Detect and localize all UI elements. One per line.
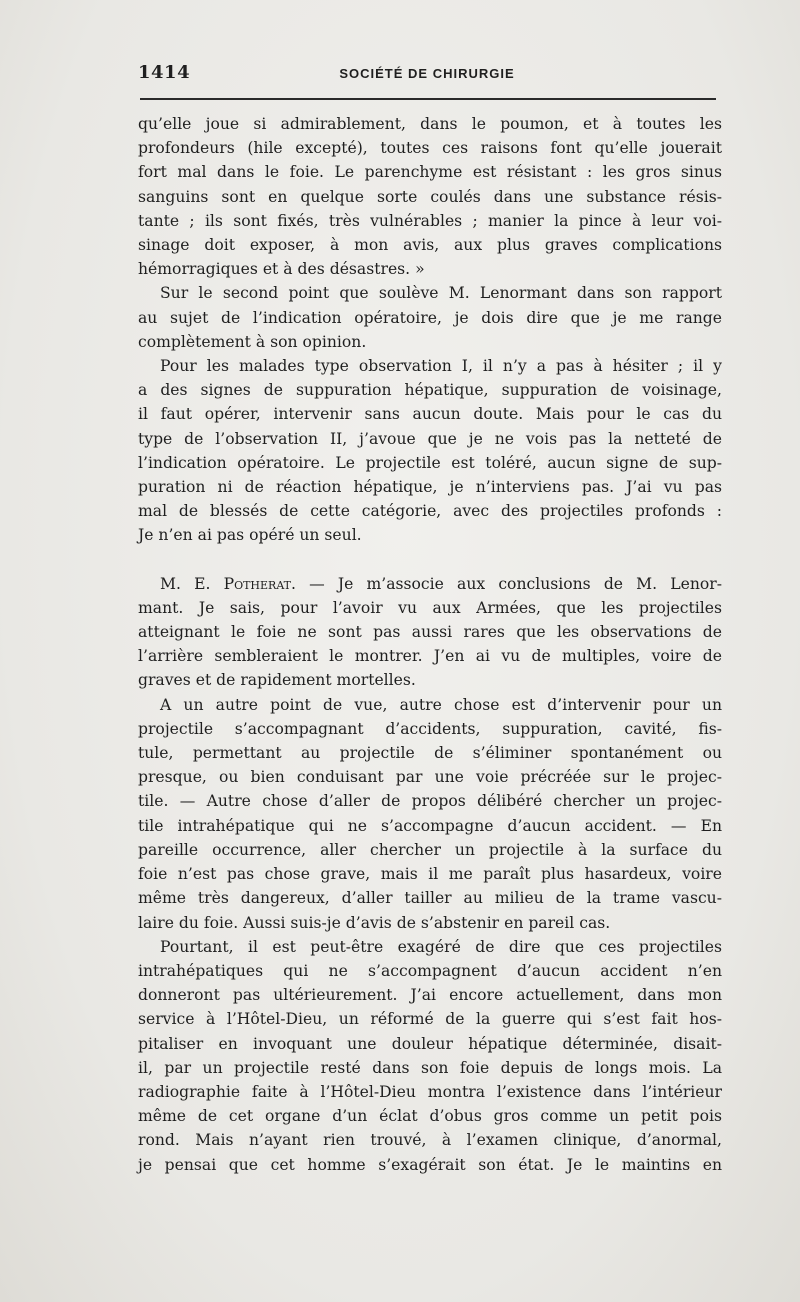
paragraph xyxy=(138,112,722,281)
speaker-name: Potherat. xyxy=(223,574,296,593)
page-number: 1414 xyxy=(138,62,191,83)
text-line: je pensai que cet homme s’exagérait son état. Je le maintins en xyxy=(138,1155,722,1174)
paragraph xyxy=(138,281,722,354)
text-line: profondeurs (hile excepté), toutes ces raisons font qu’elle jouerait xyxy=(138,139,722,158)
text-line: complètement à son opinion. xyxy=(138,332,367,351)
text-line: même très dangereux, d’aller tailler au milieu de la trame vascu- xyxy=(138,889,722,908)
text-line: l’arrière sembleraient le montrer. J’en ai vu de multiples, voire de xyxy=(138,647,722,666)
text-line: fort mal dans le foie. Le parenchyme est résistant : les gros sinus xyxy=(138,163,722,182)
running-head: SOCIÉTÉ DE CHIRURGIE xyxy=(339,66,515,81)
text-line: Sur le second point que soulève M. Lenormant dans son rapport xyxy=(160,284,722,303)
text-line: presque, ou bien conduisant par une voie précréée sur le projec- xyxy=(138,768,722,787)
speaker-first-line: — Je m’associe aux conclusions de M. Lenor- xyxy=(295,574,722,593)
text-line: il faut opérer, intervenir sans aucun doute. Mais pour le cas du xyxy=(138,405,722,424)
text-line: rond. Mais n’ayant rien trouvé, à l’examen clinique, d’anormal, xyxy=(138,1131,722,1150)
text-line: radiographie faite à l’Hôtel-Dieu montra l’existence dans l’intérieur xyxy=(138,1082,722,1101)
text-line: il, par un projectile resté dans son foie depuis de longs mois. La xyxy=(138,1058,722,1077)
text-line: sanguins sont en quelque sorte coulés dans une substance résis- xyxy=(138,187,722,206)
text-line: A un autre point de vue, autre chose est d’intervenir pour un xyxy=(160,695,722,714)
text-line: type de l’observation II, j’avoue que je ne vois pas la netteté de xyxy=(138,429,722,448)
text-line: Pourtant, il est peut-être exagéré de dire que ces projectiles xyxy=(160,937,722,956)
text-line: au sujet de l’indication opératoire, je dois dire que je me range xyxy=(138,308,722,327)
speaker-paragraph xyxy=(138,572,722,693)
text-line: atteignant le foie ne sont pas aussi rares que les observations de xyxy=(138,623,722,642)
text-line: Je n’en ai pas opéré un seul. xyxy=(138,526,362,545)
page-header xyxy=(138,58,716,88)
text-line: laire du foie. Aussi suis-je d’avis de s’abstenir en pareil cas. xyxy=(138,913,611,932)
speaker-prefix: M. E. xyxy=(160,574,224,593)
header-rule xyxy=(140,98,716,100)
text-line: foie n’est pas chose grave, mais il me paraît plus hasardeux, voire xyxy=(138,865,722,884)
text-line: tile. — Autre chose d’aller de propos délibéré chercher un projec- xyxy=(138,792,722,811)
text-line: donneront pas ultérieurement. J’ai encore actuellement, dans mon xyxy=(138,986,722,1005)
text-line: qu’elle joue si admirablement, dans le poumon, et à toutes les xyxy=(138,115,722,133)
text-line: mant. Je sais, pour l’avoir vu aux Armées, que les projectiles xyxy=(138,598,722,617)
paragraph-gap xyxy=(138,548,722,572)
text-line: a des signes de suppuration hépatique, suppuration de voisinage, xyxy=(138,381,722,400)
text-line: Pour les malades type observation I, il n’y a pas à hésiter ; il y xyxy=(160,357,722,376)
text-line: tante ; ils sont fixés, très vulnérables ; manier la pince à leur voi- xyxy=(138,211,722,230)
text-line: tile intrahépatique qui ne s’accompagne d’aucun accident. — En xyxy=(138,816,722,835)
paragraph xyxy=(138,935,722,1177)
text-line: puration ni de réaction hépatique, je n’interviens pas. J’ai vu pas xyxy=(138,478,722,497)
paragraph xyxy=(138,693,722,935)
text-line: pareille occurrence, aller chercher un projectile à la surface du xyxy=(138,840,722,859)
text-line: intrahépatiques qui ne s’accompagnent d’aucun accident n’en xyxy=(138,961,722,980)
text-line: pitaliser en invoquant une douleur hépatique déterminée, disait- xyxy=(138,1034,722,1053)
text-line: l’indication opératoire. Le projectile est toléré, aucun signe de sup- xyxy=(138,453,722,472)
text-line: service à l’Hôtel-Dieu, un réformé de la guerre qui s’est fait hos- xyxy=(138,1010,722,1029)
text-line: mal de blessés de cette catégorie, avec des projectiles profonds : xyxy=(138,502,722,521)
text-line: graves et de rapidement mortelles. xyxy=(138,671,416,690)
text-line: même de cet organe d’un éclat d’obus gros comme un petit pois xyxy=(138,1107,722,1126)
text-line xyxy=(138,572,722,596)
body-text xyxy=(138,112,722,1177)
text-line: hémorragiques et à des désastres. » xyxy=(138,260,425,279)
text-line: sinage doit exposer, à mon avis, aux plus graves complications xyxy=(138,236,722,255)
paragraph xyxy=(138,354,722,548)
text-line: tule, permettant au projectile de s’éliminer spontanément ou xyxy=(138,744,722,763)
text-line: projectile s’accompagnant d’accidents, suppuration, cavité, fis- xyxy=(138,719,722,738)
